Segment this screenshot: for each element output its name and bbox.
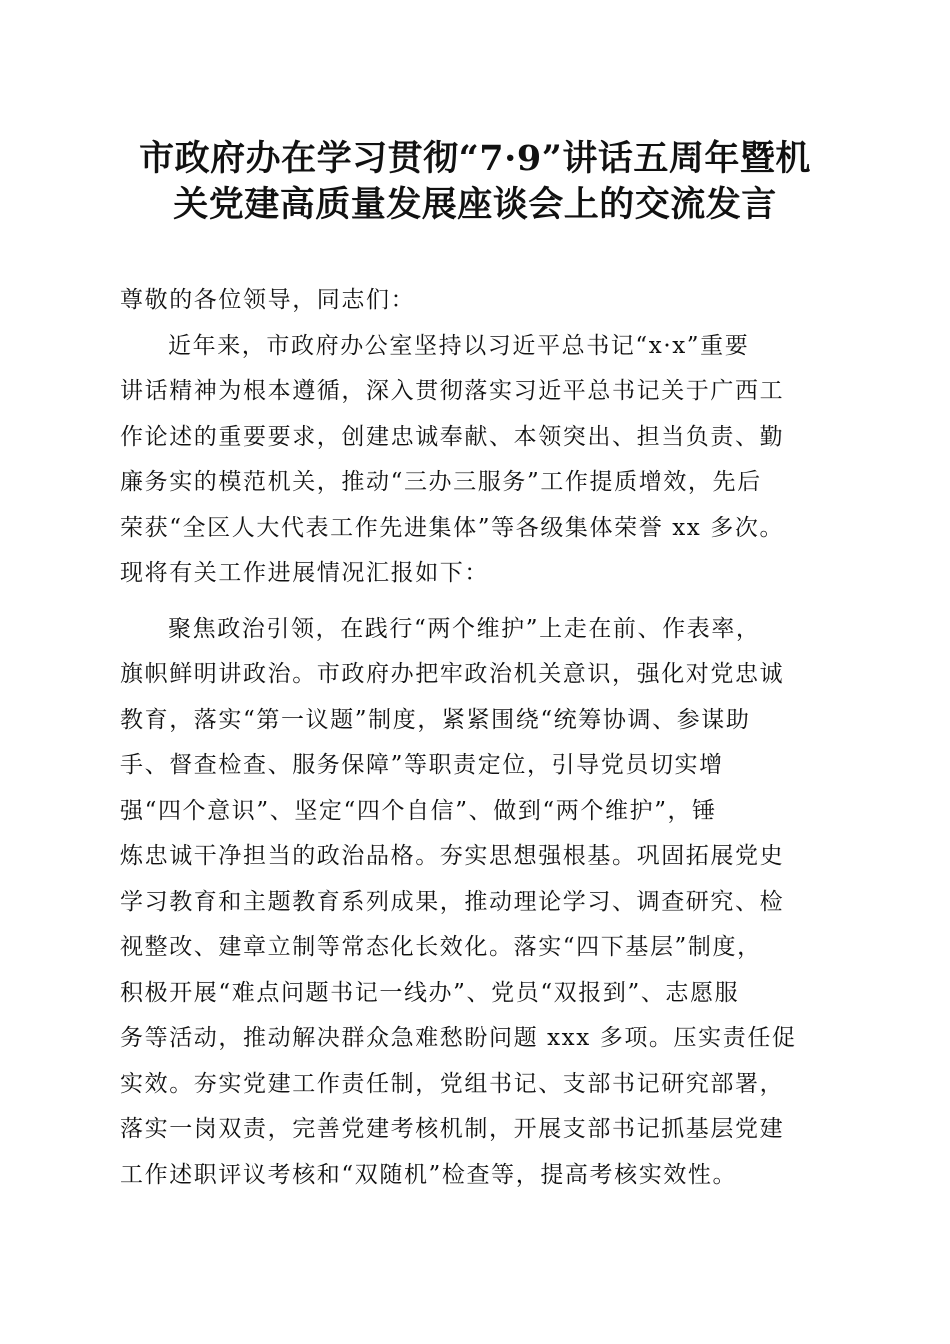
paragraph-line: 近年来，市政府办公室坚持以习近平总书记“x·x”重要 <box>168 332 750 359</box>
paragraph-line: 现将有关工作进展情况汇报如下： <box>120 560 489 586</box>
paragraph-line: 旗帜鲜明讲政治。市政府办把牢政治机关意识，强化对党忠诚 <box>120 661 785 687</box>
salutation: 尊敬的各位领导，同志们： <box>120 287 416 313</box>
document-title <box>100 136 850 228</box>
paragraph-line: 工作述职评议考核和“双随机”检查等，提高考核实效性。 <box>120 1161 738 1188</box>
paragraph-spacer <box>120 597 830 607</box>
paragraph-line: 落实一岗双责，完善党建考核机制，开展支部书记抓基层党建 <box>120 1116 785 1142</box>
document-body <box>120 278 830 1198</box>
paragraph-line: 荣获“全区人大代表工作先进集体”等各级集体荣誉 xx 多次。 <box>120 514 785 541</box>
paragraph-2 <box>120 607 830 1199</box>
paragraph-line: 廉务实的模范机关，推动“三办三服务”工作提质增效，先后 <box>120 469 762 495</box>
paragraph-line: 聚焦政治引领，在践行“两个维护”上走在前、作表率， <box>168 615 761 642</box>
paragraph-line: 实效。夯实党建工作责任制，党组书记、支部书记研究部署， <box>120 1070 785 1097</box>
paragraph-line: 作论述的重要要求，创建忠诚奉献、本领突出、担当负责、勤 <box>120 423 785 450</box>
paragraph-1 <box>120 324 830 597</box>
title-line-2: 关党建高质量发展座谈会上的交流发言 <box>173 184 777 225</box>
paragraph-line: 积极开展“难点问题书记一线办”、党员“双报到”、志愿服 <box>120 979 740 1006</box>
paragraph-line: 手、督查检查、服务保障”等职责定位，引导党员切实增 <box>120 752 724 778</box>
paragraph-line: 讲话精神为根本遵循，深入贯彻落实习近平总书记关于广西工 <box>120 378 785 404</box>
title-line-1: 市政府办在学习贯彻“7·9”讲话五周年暨机 <box>139 138 811 179</box>
paragraph-line: 强“四个意识”、坚定“四个自信”、做到“两个维护”，锤 <box>120 797 717 824</box>
paragraph-line: 教育，落实“第一议题”制度，紧紧围绕“统筹协调、参谋助 <box>120 706 751 733</box>
paragraph-line: 务等活动，推动解决群众急难愁盼问题 xxx 多项。压实责任促 <box>120 1025 797 1051</box>
paragraph-line: 炼忠诚干净担当的政治品格。夯实思想强根基。巩固拓展党史 <box>120 843 785 869</box>
paragraph-line: 视整改、建章立制等常态化长效化。落实“四下基层”制度， <box>120 934 762 960</box>
paragraph-line: 学习教育和主题教育系列成果，推动理论学习、调查研究、检 <box>120 888 785 915</box>
